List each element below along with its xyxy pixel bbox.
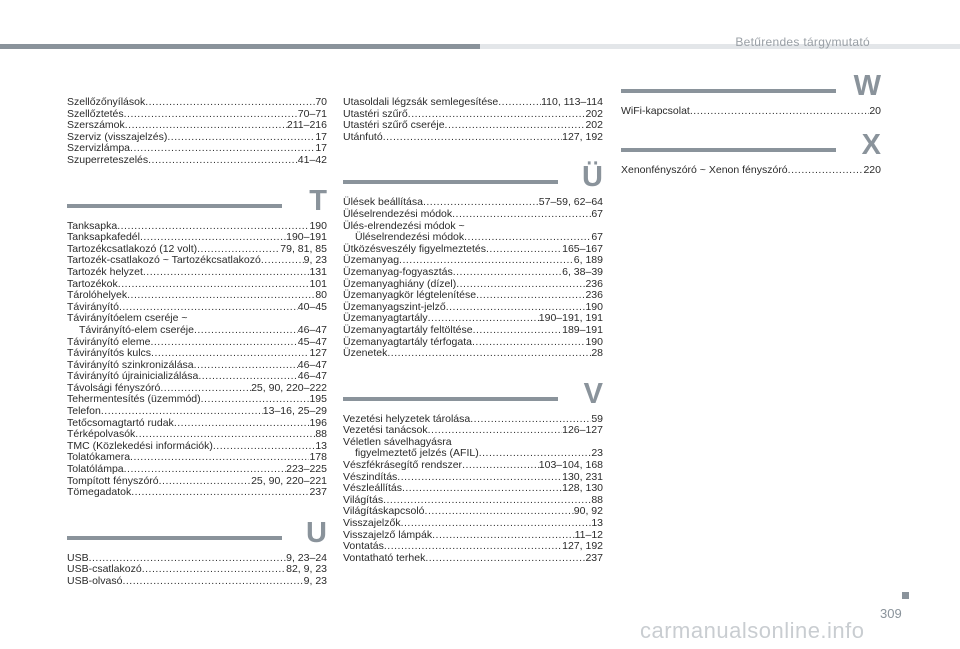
index-pages: 46–47 bbox=[297, 323, 327, 336]
index-group-uu bbox=[343, 197, 603, 359]
index-term: Vontatható terhek bbox=[343, 551, 426, 564]
index-term: Utasoldali légzsák semlegesítése bbox=[343, 96, 499, 108]
index-term: Tehermentesítés (üzemmód) bbox=[67, 393, 201, 406]
index-term: Szellőztetés bbox=[67, 107, 124, 120]
index-term: Üzemanyagkör légtelenítése bbox=[343, 289, 477, 302]
index-pages: 189–191 bbox=[562, 323, 603, 336]
index-term: Tartozék-csatlakozó ~ Tartozékcsatlakozó bbox=[67, 254, 261, 267]
index-entry: Ülés-elrendezési módok ~ bbox=[343, 219, 465, 232]
index-entry bbox=[67, 348, 327, 360]
leader-dots bbox=[498, 97, 541, 109]
section-rule bbox=[67, 204, 282, 208]
leader-dots bbox=[117, 221, 309, 233]
index-pages: 190 bbox=[585, 335, 603, 348]
index-pages: 13–16, 25–29 bbox=[262, 405, 327, 418]
index-term: Üzemanyaghiány (dízel) bbox=[343, 277, 457, 290]
index-term: Utánfutó bbox=[343, 130, 383, 143]
index-term: USB-csatlakozó bbox=[67, 563, 142, 576]
index-term: Tolatólámpa bbox=[67, 463, 124, 476]
index-group-w bbox=[621, 106, 881, 118]
index-term: Vezetési tanácsok bbox=[343, 424, 428, 437]
index-term: Távirányító eleme bbox=[67, 335, 151, 348]
index-term: Távirányító bbox=[67, 300, 119, 313]
leader-dots bbox=[397, 472, 562, 484]
leader-dots bbox=[401, 518, 592, 530]
index-term: Vészindítás bbox=[343, 470, 398, 483]
index-pages: 20 bbox=[869, 105, 881, 117]
index-term: Üzemanyag-fogyasztás bbox=[343, 265, 453, 278]
index-entry bbox=[67, 576, 327, 588]
index-term: Telefon bbox=[67, 405, 101, 418]
index-term: Tárolóhelyek bbox=[67, 289, 128, 302]
index-pages: 211–216 bbox=[286, 119, 327, 132]
index-pages: 17 bbox=[315, 130, 327, 143]
index-pages: 178 bbox=[309, 451, 327, 464]
index-term: Üzenetek bbox=[343, 347, 388, 360]
index-term: Távirányító újrainicializálása bbox=[67, 370, 199, 383]
index-entry bbox=[343, 97, 603, 109]
index-term: Távirányítós kulcs bbox=[67, 347, 152, 360]
index-term: Üzemanyagtartály térfogata bbox=[343, 335, 472, 348]
leader-dots bbox=[425, 506, 574, 518]
footer-marker bbox=[902, 592, 909, 599]
leader-dots bbox=[788, 165, 864, 177]
section-header-u bbox=[67, 516, 327, 548]
leader-dots bbox=[473, 325, 563, 337]
index-entry: Véletlen sávelhagyásra bbox=[343, 435, 452, 448]
index-pages: 57–59, 62–64 bbox=[538, 196, 603, 209]
leader-dots bbox=[145, 97, 315, 109]
index-term: Visszajelző lámpák bbox=[343, 528, 433, 541]
index-entry bbox=[67, 232, 327, 244]
leader-dots bbox=[143, 267, 310, 279]
index-group-s bbox=[67, 97, 327, 167]
section-header-x bbox=[621, 128, 881, 160]
index-pages: 46–47 bbox=[297, 358, 327, 371]
leader-dots bbox=[140, 232, 286, 244]
index-pages: 13 bbox=[315, 439, 327, 452]
section-header-v bbox=[343, 377, 603, 409]
leader-dots bbox=[261, 255, 304, 267]
leader-dots bbox=[151, 348, 309, 360]
leader-dots bbox=[174, 418, 310, 430]
index-term: Tompított fényszóró bbox=[67, 474, 159, 487]
section-header-uu bbox=[343, 160, 603, 192]
index-term: Ülések beállítása bbox=[343, 196, 423, 209]
index-pages: 223–225 bbox=[286, 463, 327, 476]
index-term: Vészleállítás bbox=[343, 482, 402, 495]
leader-dots bbox=[130, 452, 309, 464]
index-group-u-cont bbox=[343, 97, 603, 143]
index-group-t bbox=[67, 221, 327, 499]
section-letter: U bbox=[306, 516, 327, 549]
index-term: Vontatás bbox=[343, 540, 384, 553]
index-pages: 195 bbox=[309, 393, 327, 406]
index-term: Üzemanyagtartály bbox=[343, 312, 428, 325]
index-pages: 236 bbox=[585, 277, 603, 290]
index-pages: 41–42 bbox=[297, 153, 327, 166]
leader-dots bbox=[142, 564, 286, 576]
index-term: Üzemanyagszint-jelző bbox=[343, 300, 446, 313]
leader-dots bbox=[476, 290, 585, 302]
leader-dots bbox=[127, 290, 315, 302]
index-entry bbox=[67, 97, 327, 109]
index-pages: 202 bbox=[585, 119, 603, 132]
index-group-v bbox=[343, 414, 603, 565]
index-pages: 59 bbox=[591, 412, 603, 425]
header-rule-light bbox=[480, 44, 960, 49]
header-rule-dark bbox=[0, 44, 480, 49]
section-rule bbox=[67, 536, 282, 540]
index-pages: 101 bbox=[309, 277, 327, 290]
section-letter: Ü bbox=[582, 161, 603, 194]
index-term: Tömegadatok bbox=[67, 486, 132, 499]
index-pages: 237 bbox=[309, 486, 327, 499]
index-pages: 220 bbox=[863, 163, 881, 176]
index-entry: Távirányítóelem cseréje ~ bbox=[67, 312, 188, 325]
index-term: Távirányító szinkronizálása bbox=[67, 358, 194, 371]
index-term: Ütközésveszély figyelmeztetés bbox=[343, 242, 486, 255]
index-term: Visszajelzők bbox=[343, 517, 401, 530]
index-entry bbox=[621, 106, 881, 118]
index-pages: 165–167 bbox=[562, 242, 603, 255]
section-header-w bbox=[621, 69, 881, 101]
leader-dots bbox=[150, 337, 297, 349]
index-pages: 28 bbox=[591, 347, 603, 360]
section-rule bbox=[343, 397, 558, 401]
index-pages: 190 bbox=[585, 300, 603, 313]
index-pages: 127, 192 bbox=[562, 540, 603, 553]
leader-dots bbox=[425, 553, 585, 565]
index-term: Tetőcsomagtartó rudak bbox=[67, 416, 174, 429]
index-entry bbox=[343, 460, 603, 472]
index-entry bbox=[343, 132, 603, 144]
index-entry bbox=[67, 155, 327, 167]
index-group-x bbox=[621, 165, 881, 177]
index-term: Világítás bbox=[343, 493, 384, 506]
leader-dots bbox=[124, 464, 286, 476]
index-pages: 9, 23 bbox=[303, 575, 327, 587]
section-header-t bbox=[67, 184, 327, 216]
index-pages: 79, 81, 85 bbox=[280, 242, 327, 255]
leader-dots bbox=[690, 106, 869, 118]
index-column-3 bbox=[621, 69, 881, 176]
leader-dots bbox=[452, 209, 591, 221]
index-pages: 90, 92 bbox=[573, 505, 603, 518]
index-pages: 70–71 bbox=[297, 107, 327, 120]
index-entry bbox=[67, 267, 327, 279]
index-pages: 67 bbox=[591, 207, 603, 220]
index-entry bbox=[67, 406, 327, 418]
leader-dots bbox=[122, 576, 303, 588]
watermark: carmanualsonline.info bbox=[640, 618, 865, 643]
page-header-title: Betűrendes tárgymutató bbox=[735, 35, 870, 49]
index-pages: 202 bbox=[585, 107, 603, 120]
index-pages: 46–47 bbox=[297, 370, 327, 383]
leader-dots bbox=[118, 279, 310, 291]
index-term: Tartozék helyzet bbox=[67, 265, 143, 278]
index-term: Tanksapka bbox=[67, 219, 118, 232]
leader-dots bbox=[432, 530, 574, 542]
index-term: Vezetési helyzetek tárolása bbox=[343, 412, 471, 425]
index-pages: 45–47 bbox=[297, 335, 327, 348]
leader-dots bbox=[213, 441, 315, 453]
index-term: Vészfékrásegítő rendszer bbox=[343, 459, 463, 472]
index-pages: 6, 189 bbox=[573, 254, 603, 267]
index-term: Távirányító-elem cseréje bbox=[79, 323, 194, 336]
leader-dots bbox=[402, 483, 562, 495]
leader-dots bbox=[194, 325, 298, 337]
leader-dots bbox=[101, 406, 263, 418]
index-term: Üléselrendezési módok bbox=[343, 207, 453, 220]
leader-dots bbox=[387, 348, 591, 360]
section-rule bbox=[621, 89, 836, 93]
leader-dots bbox=[131, 487, 309, 499]
leader-dots bbox=[464, 232, 591, 244]
leader-dots bbox=[383, 132, 562, 144]
index-entry bbox=[67, 464, 327, 476]
section-letter: W bbox=[853, 70, 881, 102]
index-term: Világításkapcsoló bbox=[343, 505, 425, 518]
index-pages: 17 bbox=[315, 142, 327, 155]
index-pages: 82, 9, 23 bbox=[286, 563, 327, 576]
index-term: Térképolvasók bbox=[67, 428, 136, 441]
index-term: Tolatókamera bbox=[67, 451, 131, 464]
leader-dots bbox=[486, 244, 562, 256]
index-pages: 110, 113–114 bbox=[541, 96, 603, 108]
index-pages: 13 bbox=[591, 517, 603, 530]
index-term: Tartozékcsatlakozó (12 volt) bbox=[67, 242, 198, 255]
section-letter: T bbox=[309, 184, 327, 217]
index-pages: 67 bbox=[591, 231, 603, 244]
index-column-1 bbox=[67, 97, 327, 588]
leader-dots bbox=[194, 360, 298, 372]
index-pages: 126–127 bbox=[562, 424, 603, 437]
index-pages: 190–191 bbox=[286, 231, 327, 244]
index-term: USB-olvasó bbox=[67, 575, 123, 587]
index-pages: 25, 90, 220–222 bbox=[251, 381, 327, 394]
index-term: Utastéri szűrő cseréje bbox=[343, 119, 445, 132]
index-term: USB bbox=[67, 551, 89, 564]
index-pages: 9, 23 bbox=[303, 254, 327, 267]
leader-dots bbox=[130, 143, 315, 155]
index-pages: 25, 90, 220–221 bbox=[251, 474, 327, 487]
page-number: 309 bbox=[880, 606, 902, 621]
index-term: WiFi-kapcsolat bbox=[621, 105, 690, 117]
index-entry bbox=[343, 553, 603, 565]
index-pages: 128, 130 bbox=[562, 482, 603, 495]
index-entry bbox=[343, 518, 603, 530]
index-pages: 127, 192 bbox=[562, 130, 603, 143]
leader-dots bbox=[148, 155, 298, 167]
index-entry bbox=[343, 232, 603, 244]
index-pages: 196 bbox=[309, 416, 327, 429]
index-pages: 40–45 bbox=[297, 300, 327, 313]
index-term: Utastéri szűrő bbox=[343, 107, 408, 120]
index-entry bbox=[343, 348, 603, 360]
index-entry bbox=[67, 487, 327, 499]
index-pages: 23 bbox=[591, 447, 603, 460]
index-column-2 bbox=[343, 97, 603, 564]
index-pages: 88 bbox=[591, 493, 603, 506]
index-term: Üzemanyagtartály feltöltése bbox=[343, 323, 473, 336]
index-term: Szellőzőnyílások bbox=[67, 96, 146, 108]
index-pages: 131 bbox=[309, 265, 327, 278]
index-pages: 11–12 bbox=[574, 528, 603, 541]
leader-dots bbox=[462, 460, 539, 472]
index-entry bbox=[343, 325, 603, 337]
index-term: figyelmeztető jelzés (AFIL) bbox=[355, 447, 479, 460]
index-pages: 80 bbox=[315, 289, 327, 302]
index-term: TMC (Közlekedési információk) bbox=[67, 439, 213, 452]
index-term: Távolsági fényszóró bbox=[67, 381, 161, 394]
index-term: Szervizlámpa bbox=[67, 142, 131, 155]
index-pages: 9, 23–24 bbox=[286, 551, 327, 564]
leader-dots bbox=[453, 267, 562, 279]
index-pages: 190–191, 191 bbox=[538, 312, 603, 325]
index-term: Üzemanyag bbox=[343, 254, 400, 267]
leader-dots bbox=[472, 337, 585, 349]
leader-dots bbox=[159, 476, 251, 488]
index-term: Xenonfényszóró ~ Xenon fényszóró bbox=[621, 163, 788, 176]
index-pages: 103–104, 168 bbox=[538, 459, 603, 472]
section-rule bbox=[621, 148, 836, 152]
index-pages: 190 bbox=[309, 219, 327, 232]
index-pages: 130, 231 bbox=[562, 470, 603, 483]
index-entry bbox=[343, 267, 603, 279]
index-pages: 127 bbox=[309, 347, 327, 360]
section-rule bbox=[343, 180, 558, 184]
index-term: Üléselrendezési módok bbox=[355, 231, 465, 244]
section-letter: V bbox=[583, 377, 603, 410]
index-term: Szuperreteszelés bbox=[67, 153, 149, 166]
leader-dots bbox=[124, 109, 298, 121]
index-pages: 237 bbox=[585, 551, 603, 564]
index-pages: 88 bbox=[315, 428, 327, 441]
index-entry bbox=[67, 290, 327, 302]
index-entry bbox=[343, 209, 603, 221]
index-term: Szerszámok bbox=[67, 119, 125, 132]
index-pages: 236 bbox=[585, 289, 603, 302]
index-pages: 6, 38–39 bbox=[562, 265, 603, 278]
leader-dots bbox=[167, 132, 315, 144]
index-term: Tanksapkafedél bbox=[67, 231, 140, 244]
index-term: Tartozékok bbox=[67, 277, 118, 290]
section-letter: X bbox=[861, 128, 881, 161]
index-term: Szerviz (visszajelzés) bbox=[67, 130, 168, 143]
index-group-u bbox=[67, 553, 327, 588]
index-entry bbox=[343, 290, 603, 302]
index-pages: 70 bbox=[315, 96, 327, 108]
index-entry bbox=[67, 325, 327, 337]
index-entry bbox=[621, 165, 881, 177]
